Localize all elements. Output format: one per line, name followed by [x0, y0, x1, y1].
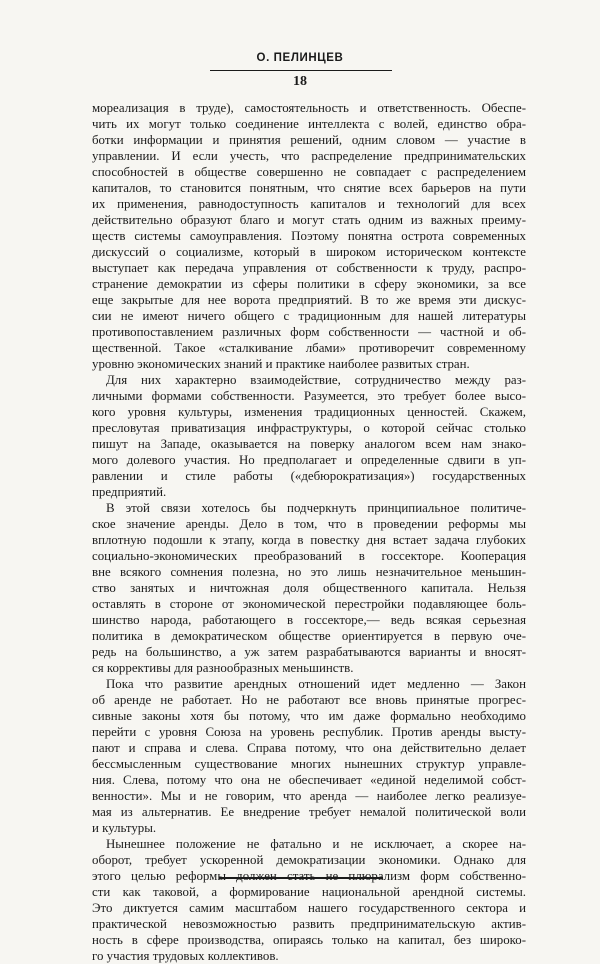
- text-line: этого целью реформы должен стать не плюрализм форм собственно-: [92, 869, 526, 883]
- text-line: противопоставлением различных форм собственности — частной и об-: [92, 325, 526, 339]
- running-header: О. ПЕЛИНЦЕВ: [256, 52, 344, 64]
- text-line: бессмысленным существование многих нынешних структур управле-: [92, 757, 526, 771]
- text-line: их применения, равнодоступность капиталов и технологий для всех: [92, 197, 526, 211]
- text-line: вплотную подошли к этапу, когда в повестку дня встает задача глубоких: [92, 533, 526, 547]
- text-line: практической невозможностью развить предпринимательскую актив-: [92, 917, 526, 931]
- paragraph: [92, 676, 526, 836]
- text-line: ния. Слева, потому что она не обеспечивает «единой неделимой собст-: [92, 773, 526, 787]
- text-line: уровню экономических знаний и практике наиболее развитых стран.: [92, 357, 470, 371]
- text-line: капиталов, то становится понятным, что снятие всех барьеров на пути: [92, 181, 526, 195]
- text-line: перейти с уровня Союза на уровень республик. Против аренды высту-: [92, 725, 526, 739]
- text-line: и культуры.: [92, 821, 157, 835]
- paragraph: [92, 100, 526, 372]
- text-line: мого долевого участия. Но предполагает и определенные сдвиги в уп-: [92, 453, 526, 467]
- text-line: пают и справа и слева. Справа потому, что она действительно делает: [92, 741, 526, 755]
- body-text: [92, 100, 526, 964]
- text-line: редь на большинство, а уж затем разрабатываются варианты и вносят-: [92, 645, 526, 659]
- text-line: еще закрытые для нее ворота предприятий. В то же время эти дискус-: [92, 293, 526, 307]
- text-line: Для них характерно взаимодействие, сотрудничество между раз-: [106, 373, 526, 387]
- text-line: пресловутая приватизация инфраструктуры, о которой сейчас столько: [92, 421, 526, 435]
- text-line: Это диктуется самим масштабом нашего государственного сектора и: [92, 901, 526, 915]
- text-line: ботки информации и принятия решений, одним словом — участие в: [92, 133, 526, 147]
- header-rule: [210, 70, 392, 71]
- text-line: вне всякого сомнения полезна, но это лишь незначительное меньшин-: [92, 565, 526, 579]
- text-line: Пока что развитие арендных отношений идет медленно — Закон: [106, 677, 526, 691]
- text-line: политика в демократическом обществе ориентируется в первую оче-: [92, 629, 526, 643]
- text-line: пишут на Западе, оказывается на поверку аналогом всем нам знако-: [92, 437, 526, 451]
- text-line: способностей в обществе совершенно не совпадает с распределением: [92, 165, 526, 179]
- paragraph: [92, 372, 526, 500]
- text-line: странение демократии из сферы политики в сферу экономики, за все: [92, 277, 526, 291]
- text-line: предприятий.: [92, 485, 167, 499]
- text-line: равлении и стиле работы («дебюрократизация») государственных: [92, 469, 526, 483]
- text-line: ство занятых и ничтожная доля общественного капитала. Нельзя: [92, 581, 526, 595]
- text-line: В этой связи хотелось бы подчеркнуть принципиальное политиче-: [106, 501, 526, 515]
- text-line: социально-экономических преобразований в госсекторе. Кооперация: [92, 549, 526, 563]
- text-line: сти как таковой, а формирование национальной арендной системы.: [92, 885, 526, 899]
- text-line: действительно образуют благо и могут стать одним из важных преиму-: [92, 213, 526, 227]
- text-line: управлении. И если учесть, что распределение предпринимательских: [92, 149, 526, 163]
- text-line: мая из альтернатив. Ее внедрение требует немалой политической воли: [92, 805, 526, 819]
- text-line: дискуссий о социализме, который в широком историческом контексте: [92, 245, 526, 259]
- text-line: чить их могут только соединение интеллекта с волей, единство обра-: [92, 117, 526, 131]
- text-line: шинство народа, работающего в госсекторе,— ведь всякая серьезная: [92, 613, 526, 627]
- text-line: оставлять в стороне от экономической перестройки подавляющее боль-: [92, 597, 526, 611]
- page-number: 18: [293, 74, 307, 89]
- text-line: оборот, требует ускоренной демократизации экономики. Однако для: [92, 853, 526, 867]
- text-line: ся коррективы для разнообразных меньшинств.: [92, 661, 354, 675]
- text-line: личными формами собственности. Разумеется, это требует более высо-: [92, 389, 526, 403]
- text-line: го участия трудовых коллективов.: [92, 949, 279, 963]
- text-line: венности». Мы и не говорим, что аренда — наиболее легко реализуе-: [92, 789, 526, 803]
- text-line: Нынешнее положение не фатально и не исключает, а скорее на-: [106, 837, 526, 851]
- text-line: об аренде не работает. Но не работают все вновь принятые прогрес-: [92, 693, 526, 707]
- paragraph: [92, 836, 526, 964]
- text-line: ское значение аренды. Дело в том, что в проведении реформы мы: [92, 517, 526, 531]
- text-line: ществ системы самоуправления. Поэтому понятна острота современных: [92, 229, 526, 243]
- text-line: мореализация в труде), самостоятельность и ответственность. Обеспе-: [92, 101, 526, 115]
- text-line: щественной. Такое «сталкивание лбами» противоречит современному: [92, 341, 526, 355]
- paragraph: [92, 500, 526, 676]
- footer-rule: [219, 877, 383, 879]
- text-line: сивные законы хотя бы потому, что им даже формально необходимо: [92, 709, 526, 723]
- text-line: сии не имеют ничего общего с традиционным для нашей литературы: [92, 309, 526, 323]
- text-line: кого уровня культуры, изменения традиционных ценностей. Скажем,: [92, 405, 526, 419]
- text-line: ность в сфере производства, опираясь только на капитал, без широко-: [92, 933, 526, 947]
- text-line: выступает как передача управления от собственности к труду, распро-: [92, 261, 526, 275]
